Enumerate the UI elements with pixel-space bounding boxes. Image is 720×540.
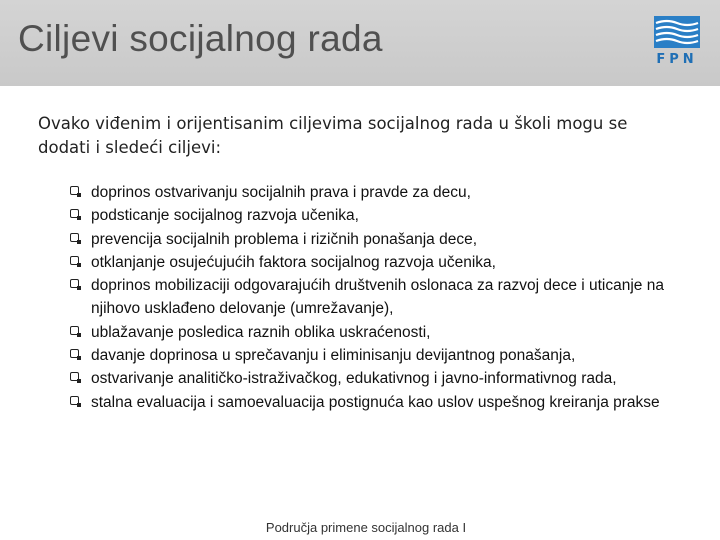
list-item-text: podsticanje socijalnog razvoja učenika, <box>91 207 359 225</box>
list-item <box>70 344 680 367</box>
list-item <box>70 274 680 321</box>
list-item-text: davanje doprinosa u sprečavanju i eliminisanju devijantnog ponašanja, <box>91 347 576 365</box>
list-item-text: prevencija socijalnih problema i rizičnih ponašanja dece, <box>91 230 477 248</box>
footer-text: Područja primene socijalnog rada I <box>265 520 467 535</box>
list-item <box>70 228 680 251</box>
list-item-text: ostvarivanje analitičko-istraživačkog, edukativnog i javno-informativnog rada, <box>91 370 617 388</box>
list-item-text: doprinos mobilizaciji odgovarajućih društvenih oslonaca za razvoj dece i uticanje na njihovo usklađeno delovanje (umrežavanje), <box>91 277 664 318</box>
square-bullet-icon <box>70 349 79 358</box>
list-item <box>70 251 680 274</box>
slide-footer <box>0 520 720 535</box>
square-bullet-icon <box>70 233 79 242</box>
slide-header <box>0 0 720 86</box>
list-item <box>70 204 680 227</box>
list-item-text: stalna evaluacija i samoevaluacija postignuća kao uslov uspešnog kreiranja prakse <box>91 393 660 411</box>
fpn-logo <box>652 14 702 70</box>
intro-text: Ovako viđenim i orijentisanim ciljevima socijalnog rada u školi mogu se dodati i sledeći ciljevi: <box>38 114 628 157</box>
logo-waves-icon <box>652 14 702 50</box>
list-item-text: doprinos ostvarivanju socijalnih prava i pravde za decu, <box>91 184 471 201</box>
square-bullet-icon <box>70 209 79 218</box>
list-item-text: otklanjanje osujećujućih faktora socijalnog razvoja učenika, <box>91 253 496 271</box>
list-item <box>70 321 680 344</box>
list-item <box>70 391 680 414</box>
square-bullet-icon <box>70 326 79 335</box>
slide-title: Ciljevi socijalnog rada <box>18 18 383 59</box>
list-item <box>70 181 680 204</box>
list-item <box>70 367 680 390</box>
square-bullet-icon <box>70 279 79 288</box>
square-bullet-icon <box>70 372 79 381</box>
logo-text: FPN <box>656 52 698 67</box>
square-bullet-icon <box>70 256 79 265</box>
square-bullet-icon <box>70 396 79 405</box>
square-bullet-icon <box>70 186 79 195</box>
goals-list <box>70 181 680 414</box>
list-item-text: ublažavanje posledica raznih oblika uskraćenosti, <box>91 323 431 341</box>
